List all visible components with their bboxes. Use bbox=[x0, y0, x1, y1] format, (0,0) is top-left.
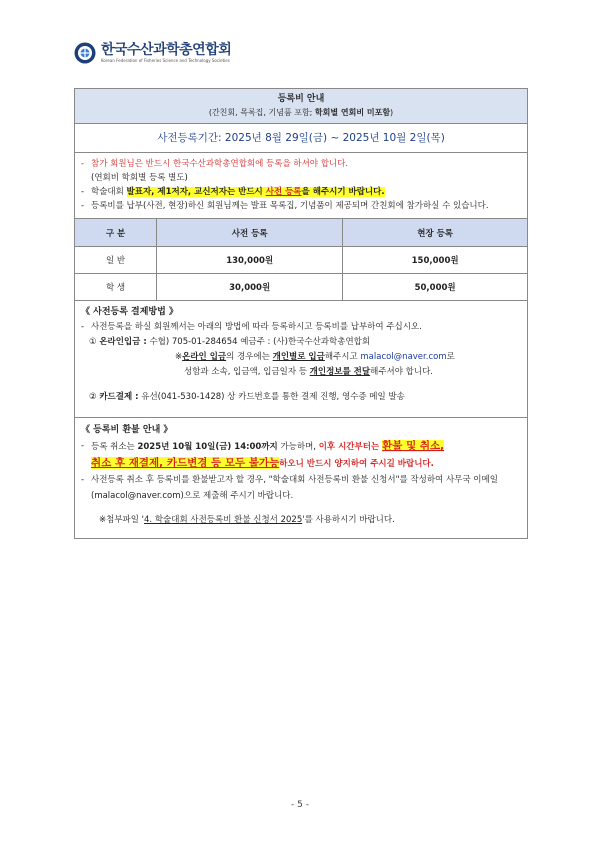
method-label: 온라인입금 : bbox=[99, 337, 147, 347]
refund-warning: 이후 시간부터는 bbox=[318, 442, 383, 452]
table-cell-onsite: 50,000원 bbox=[343, 274, 527, 301]
table-cell-onsite: 150,000원 bbox=[343, 247, 527, 274]
table-cell-category: 일 반 bbox=[75, 247, 157, 274]
fee-header-subtitle bbox=[75, 106, 527, 119]
table-cell-pre: 130,000원 bbox=[157, 247, 343, 274]
note-text: 참가 회원님은 반드시 한국수산과학총연합회에 등록을 하셔야 합니다. bbox=[91, 159, 349, 169]
refund-text: 가능하며, bbox=[277, 442, 319, 452]
note-text: 성함과 소속, 입금액, 입금일자 등 bbox=[184, 367, 310, 377]
method-number: ② bbox=[89, 392, 97, 402]
refund-highlight: 환불 및 취소, bbox=[382, 440, 445, 452]
fee-header-title: 등록비 안내 bbox=[277, 94, 325, 104]
payment-intro-text: 사전등록을 하실 회원께서는 아래의 방법에 따라 등록하시고 등록비를 납부하여 주십시오. bbox=[91, 322, 422, 332]
page-number: - 5 - bbox=[291, 800, 309, 810]
refund-item: - 등록 취소는 2025년 10월 10일(금) 14:00까지 가능하며, 이후 시간부터는 환불 및 취소, 취소 후 재결제, 카드변경 등 모두 불가능하오니 반드시 양지하여 주시길 바랍니다. bbox=[81, 440, 445, 469]
note-highlight bbox=[127, 187, 385, 197]
refund-text: 등록 취소는 bbox=[91, 442, 138, 452]
note-text: 학술대회 bbox=[91, 187, 127, 197]
note-item: - 등록비를 납부(사전, 현장)하신 회원님께는 발표 목록집, 기념품이 제공되며 간친회에 참가하실 수 있습니다. bbox=[81, 201, 489, 211]
table-header: 구 분 bbox=[75, 219, 157, 247]
note-item: - 참가 회원님은 반드시 한국수산과학총연합회에 등록을 하셔야 합니다. bbox=[81, 159, 349, 169]
method-number: ① bbox=[89, 337, 97, 347]
note-text: 의 경우에는 bbox=[226, 352, 273, 362]
note-bold: 개인별로 입금 bbox=[272, 352, 325, 362]
refund-deadline: 2025년 10월 10일(금) 14:00까지 bbox=[137, 442, 278, 452]
note-mark: ※ bbox=[175, 352, 183, 362]
attachment-file: 4. 학술대회 사전등록비 환불 신청서 2025 bbox=[144, 515, 303, 525]
table-header: 현장 등록 bbox=[343, 219, 527, 247]
payment-intro: - 사전등록을 하실 회원께서는 아래의 방법에 따라 등록하시고 등록비를 납부하여 주십시오. bbox=[81, 320, 521, 335]
note-text: 등록비를 납부(사전, 현장)하신 회원님께는 발표 목록집, 기념품이 제공되며 간친회에 참가하실 수 있습니다. bbox=[91, 201, 489, 211]
note-bold: 개인정보를 전달 bbox=[309, 367, 371, 377]
note-bold: 온라인 입금 bbox=[182, 352, 227, 362]
table-header-row bbox=[75, 219, 527, 247]
refund-section bbox=[75, 417, 527, 538]
payment-title: 《 사전등록 결제방법 》 bbox=[81, 307, 178, 317]
email-link[interactable]: malacol@naver.com bbox=[360, 352, 447, 362]
organization-logo bbox=[74, 42, 231, 64]
payment-online-note2 bbox=[81, 365, 521, 380]
note-highlight-red: 사전 등록 bbox=[265, 187, 302, 197]
payment-method-card bbox=[81, 390, 521, 405]
subtitle-plain: (간친회, 목록집, 기념품 포함; bbox=[208, 108, 315, 117]
pre-registration-period: 사전등록기간: 2025년 8월 29일(금) ~ 2025년 10월 2일(목) bbox=[75, 124, 527, 153]
attachment-text: ※첨부파일 ' bbox=[99, 515, 145, 525]
method-label: 카드결제 : bbox=[99, 392, 139, 402]
refund-text: 사전등록 취소 후 등록비를 환불받고자 할 경우, "학술대회 사전등록비 환불 신청서"를 작성하여 사무국 이메일(malacol@naver.com)으로 제출해 주시기 바랍니다. bbox=[91, 475, 498, 501]
refund-attachment-note bbox=[81, 512, 521, 528]
note-item: - 학술대회 발표자, 제1저자, 교신저자는 반드시 사전 등록을 해주시기 바랍니다. bbox=[81, 187, 385, 197]
note-highlight-a: 발표자, 제1저자, 교신저자는 반드시 bbox=[126, 187, 266, 197]
payment-section bbox=[75, 300, 527, 417]
registration-fee-box bbox=[74, 88, 528, 539]
table-row bbox=[75, 274, 527, 301]
subtitle-end: ) bbox=[390, 108, 394, 117]
refund-warning: 하오니 반드시 양지하여 주시길 바랍니다. bbox=[279, 459, 434, 469]
refund-title: 《 등록비 환불 안내 》 bbox=[81, 425, 173, 435]
note-text: 로 bbox=[446, 352, 455, 362]
refund-highlight: 취소 후 재결제, 카드변경 등 모두 불가능 bbox=[91, 457, 280, 469]
logo-name-english: Korean Federation of Fisheries Science and Technology Societies bbox=[101, 57, 230, 63]
method-text: 유선(041-530-1428) 상 카드번호를 통한 결제 진행, 영수증 메일 발송 bbox=[138, 392, 405, 402]
payment-online-note bbox=[81, 350, 521, 365]
method-text: 수협) 705-01-284654 예금주 : (사)한국수산과학총연합회 bbox=[146, 337, 371, 347]
table-header: 사전 등록 bbox=[157, 219, 343, 247]
registration-notes bbox=[75, 153, 527, 218]
fee-header bbox=[75, 89, 527, 124]
attachment-text: '를 사용하시기 바랍니다. bbox=[302, 515, 395, 525]
federation-emblem-icon bbox=[74, 42, 96, 64]
subtitle-bold: 학회별 연회비 미포함 bbox=[314, 108, 391, 117]
fee-table bbox=[75, 218, 527, 300]
refund-item: - 사전등록 취소 후 등록비를 환불받고자 할 경우, "학술대회 사전등록비 환불 신청서"를 작성하여 사무국 이메일(malacol@naver.com)으로 제출해 주시기 바랍니다. bbox=[81, 472, 521, 504]
table-cell-pre: 30,000원 bbox=[157, 274, 343, 301]
table-cell-category: 학 생 bbox=[75, 274, 157, 301]
table-row bbox=[75, 247, 527, 274]
payment-method-online bbox=[81, 335, 521, 350]
logo-name-korean: 한국수산과학총연합회 bbox=[101, 41, 232, 58]
note-highlight-b: 을 해주시기 바랍니다. bbox=[301, 187, 385, 197]
note-text: 해주시고 bbox=[324, 352, 361, 362]
note-text: 해주셔야 합니다. bbox=[370, 367, 433, 377]
note-sub: (연회비 학회별 등록 별도) bbox=[91, 173, 188, 183]
